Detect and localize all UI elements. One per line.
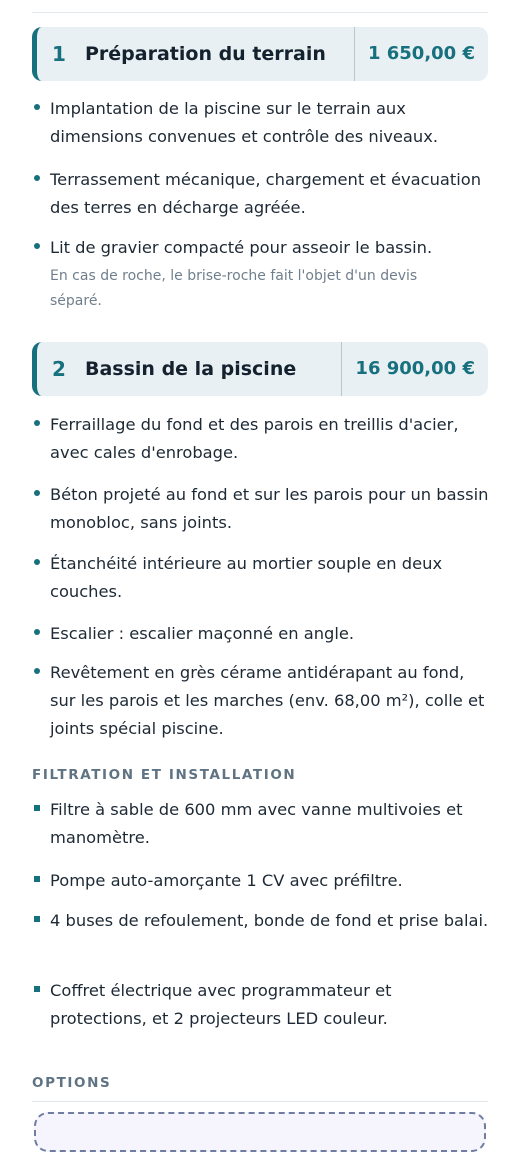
square-bullet-icon bbox=[34, 986, 40, 992]
section-price: 16 900,00 € bbox=[341, 342, 488, 396]
section-title: Préparation du terrain bbox=[85, 43, 326, 65]
bullet-icon bbox=[34, 104, 40, 110]
section-header-2 bbox=[32, 342, 488, 396]
bullet-icon bbox=[34, 420, 40, 426]
section-price: 1 650,00 € bbox=[354, 27, 488, 81]
list-item: Ferraillage du fond et des parois en treillis d'acier, avec cales d'enrobage. bbox=[50, 415, 459, 462]
square-bullet-icon bbox=[34, 876, 40, 882]
list-item: Implantation de la piscine sur le terrain aux dimensions convenues et contrôle des niveaux. bbox=[50, 99, 439, 146]
list-item: Étanchéité intérieure au mortier souple en deux couches. bbox=[50, 554, 443, 601]
section-header-1 bbox=[32, 27, 488, 81]
section-number: 2 bbox=[52, 357, 66, 381]
square-bullet-icon bbox=[34, 916, 40, 922]
list-item: Filtre à sable de 600 mm avec vanne multivoies et manomètre. bbox=[50, 800, 463, 847]
square-bullet-icon bbox=[34, 805, 40, 811]
option-card[interactable] bbox=[34, 1112, 486, 1152]
bullet-icon bbox=[34, 559, 40, 565]
list-item: Coffret électrique avec programmateur et protections, et 2 projecteurs LED couleur. bbox=[50, 981, 392, 1028]
divider bbox=[32, 1101, 488, 1102]
list-item: Pompe auto-amorçante 1 CV avec préfiltre. bbox=[50, 871, 403, 890]
divider bbox=[32, 12, 488, 13]
list-item: Béton projeté au fond et sur les parois pour un bassin monobloc, sans joints. bbox=[50, 485, 489, 532]
bullet-icon bbox=[34, 490, 40, 496]
list-item: Revêtement en grès cérame antidérapant au fond, sur les parois et les marches (env. 68,00 m²), colle et joints spécial piscine. bbox=[50, 663, 485, 738]
bullet-icon bbox=[34, 175, 40, 181]
bullet-icon bbox=[34, 629, 40, 635]
list-item: Escalier : escalier maçonné en angle. bbox=[50, 624, 355, 643]
list-item: Lit de gravier compacté pour asseoir le bassin. bbox=[50, 238, 433, 257]
options-title: OPTIONS bbox=[32, 1075, 112, 1091]
list-item: Terrassement mécanique, chargement et évacuation des terres en décharge agréée. bbox=[50, 170, 482, 217]
section-title: Bassin de la piscine bbox=[85, 358, 297, 380]
list-item: 4 buses de refoulement, bonde de fond et prise balai. bbox=[50, 911, 489, 930]
item-note: En cas de roche, le brise-roche fait l'objet d'un devis séparé. bbox=[50, 268, 418, 309]
bullet-icon bbox=[34, 243, 40, 249]
subsection-title: FILTRATION ET INSTALLATION bbox=[32, 767, 297, 783]
bullet-icon bbox=[34, 668, 40, 674]
section-number: 1 bbox=[52, 42, 66, 66]
